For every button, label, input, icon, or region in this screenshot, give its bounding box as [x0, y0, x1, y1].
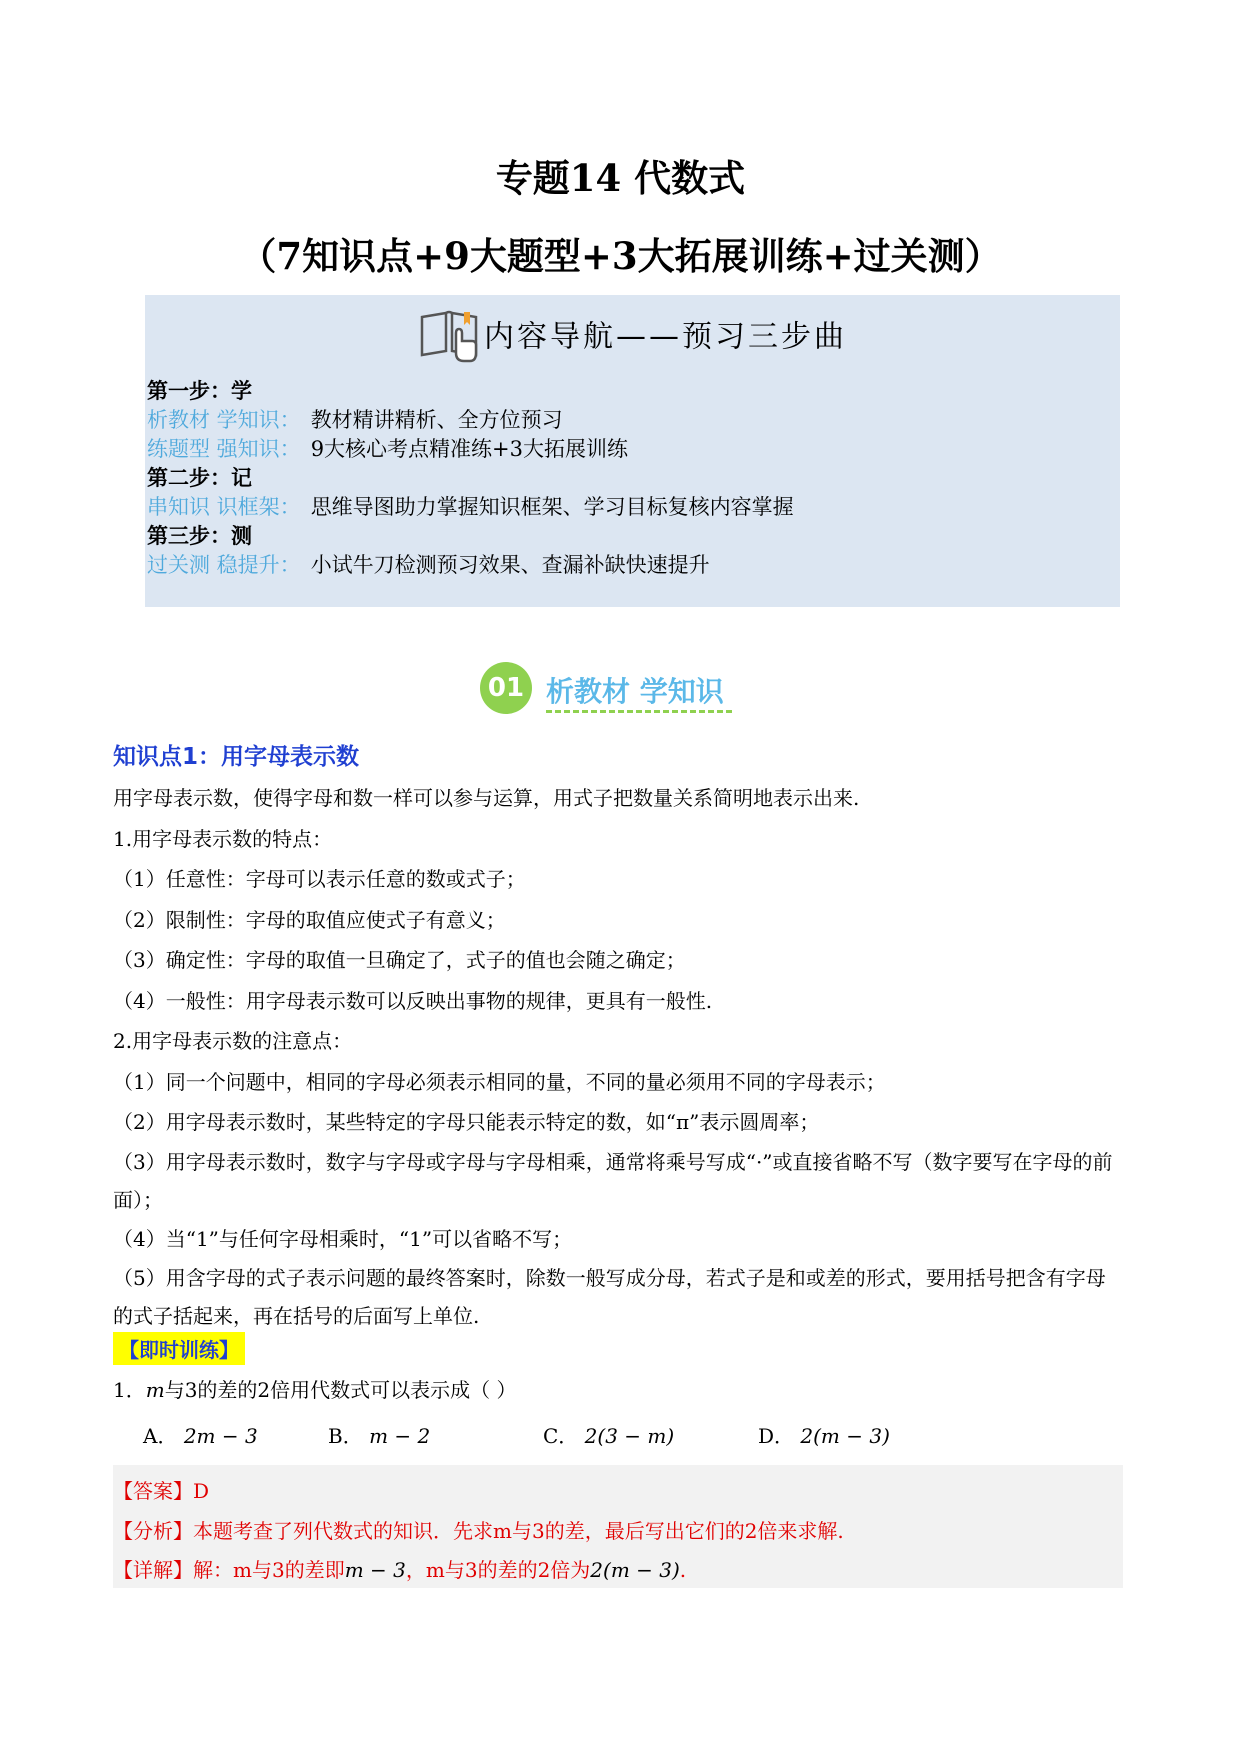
question-text: 与3的差的2倍用代数式可以表示成（ ）	[164, 1378, 517, 1402]
nav-row-2	[147, 435, 794, 464]
feature-4: （4）一般性：用字母表示数可以反映出事物的规律，更具有一般性.	[113, 988, 713, 1013]
section-badge	[480, 662, 760, 714]
option-a-label: A．	[143, 1424, 178, 1448]
detail-tag: 【详解】	[113, 1558, 193, 1582]
detail-text-a: 解：m与3的差即	[193, 1558, 345, 1582]
section-number: 01	[480, 662, 532, 714]
analysis-tag: 【分析】	[113, 1519, 193, 1543]
feature-2: （2）限制性：字母的取值应使式子有意义；	[113, 907, 506, 932]
feature-1: （1）任意性：字母可以表示任意的数或式子；	[113, 867, 526, 891]
knowledge-point-title: 知识点1：用字母表示数	[113, 744, 360, 770]
nav-row-3-highlight: 串知识 识框架：	[147, 495, 301, 519]
note-2: （2）用字母表示数时，某些特定的字母只能表示特定的数，如“π”表示圆周率；	[113, 1110, 820, 1134]
option-d-expr: 2(m − 3)	[800, 1424, 890, 1448]
section-underline	[546, 710, 732, 713]
detail-text-b: ，m与3的差的2倍为	[405, 1558, 591, 1582]
answer-box	[113, 1465, 1123, 1588]
nav-row-2-text: 9大核心考点精准练+3大拓展训练	[310, 437, 629, 461]
note-3: （3）用字母表示数时，数字与字母或字母与字母相乘，通常将乘号写成“·”或直接省略不写（数字要写在字母的前面）；	[113, 1149, 1113, 1212]
doc-subtitle: （7知识点+9大题型+3大拓展训练+过关测）	[239, 234, 1002, 278]
question-1	[113, 1374, 517, 1403]
nav-row-1-text: 教材精讲精析、全方位预习	[310, 408, 563, 432]
content-navigation-box	[145, 295, 1120, 607]
nav-row-1-highlight: 析教材 学知识：	[147, 408, 301, 432]
step2-label: 第二步：记	[147, 466, 252, 490]
analysis-text: 本题考查了列代数式的知识．先求m与3的差，最后写出它们的2倍来求解.	[193, 1519, 844, 1543]
nav-heading	[145, 303, 1120, 373]
book-pointer-icon	[418, 303, 480, 373]
answer-options	[113, 1420, 1123, 1460]
analysis-line	[113, 1515, 844, 1544]
detail-end: .	[679, 1558, 687, 1582]
features-heading: 1.用字母表示数的特点：	[113, 826, 333, 851]
nav-row-4	[147, 551, 794, 580]
detail-expr-1: m − 3	[344, 1558, 406, 1582]
note-1: （1）同一个问题中，相同的字母必须表示相同的量，不同的量必须用不同的字母表示；	[113, 1069, 886, 1094]
question-variable: m	[145, 1378, 165, 1402]
doc-title: 专题14 代数式	[495, 156, 746, 200]
nav-row-3	[147, 493, 794, 522]
option-b-expr: m − 2	[369, 1424, 431, 1448]
detail-line	[113, 1554, 686, 1583]
nav-row-3-text: 思维导图助力掌握知识框架、学习目标复核内容掌握	[310, 495, 794, 519]
step3-label: 第三步：测	[147, 524, 252, 548]
detail-expr-2: 2(m − 3)	[590, 1558, 680, 1582]
option-c-expr: 2(3 − m)	[584, 1424, 675, 1448]
option-a[interactable]	[143, 1420, 258, 1449]
section-label: 析教材 学知识	[546, 675, 724, 708]
nav-row-4-highlight: 过关测 稳提升：	[147, 553, 301, 577]
answer-line: 【答案】D	[113, 1479, 210, 1503]
note-5: （5）用含字母的式子表示问题的最终答案时，除数一般写成分母，若式子是和或差的形式，要用括号把含有字母的式子括起来，再在括号的后面写上单位.	[113, 1266, 1106, 1328]
option-b[interactable]	[328, 1420, 430, 1449]
nav-heading-text: 内容导航——预习三步曲	[484, 319, 847, 355]
knowledge-content	[113, 778, 1123, 1335]
note-4: （4）当“1”与任何字母相乘时，“1”可以省略不写；	[113, 1226, 573, 1251]
option-d-label: D．	[758, 1424, 795, 1448]
intro-text: 用字母表示数，使得字母和数一样可以参与运算，用式子把数量关系简明地表示出来.	[113, 786, 860, 810]
option-d[interactable]	[758, 1420, 890, 1449]
option-c[interactable]	[543, 1420, 674, 1449]
nav-row-2-highlight: 练题型 强知识：	[147, 437, 301, 461]
nav-row-1	[147, 406, 794, 435]
nav-row-4-text: 小试牛刀检测预习效果、查漏补缺快速提升	[310, 553, 710, 577]
nav-steps	[147, 377, 794, 580]
notes-heading: 2.用字母表示数的注意点：	[113, 1029, 353, 1053]
feature-3: （3）确定性：字母的取值一旦确定了，式子的值也会随之确定；	[113, 948, 686, 972]
option-c-label: C．	[543, 1424, 579, 1448]
option-a-expr: 2m − 3	[183, 1424, 258, 1448]
training-tag: 【即时训练】	[113, 1332, 245, 1365]
step1-label: 第一步：学	[147, 379, 252, 403]
question-number: 1．	[113, 1378, 146, 1402]
option-b-label: B．	[328, 1424, 363, 1448]
